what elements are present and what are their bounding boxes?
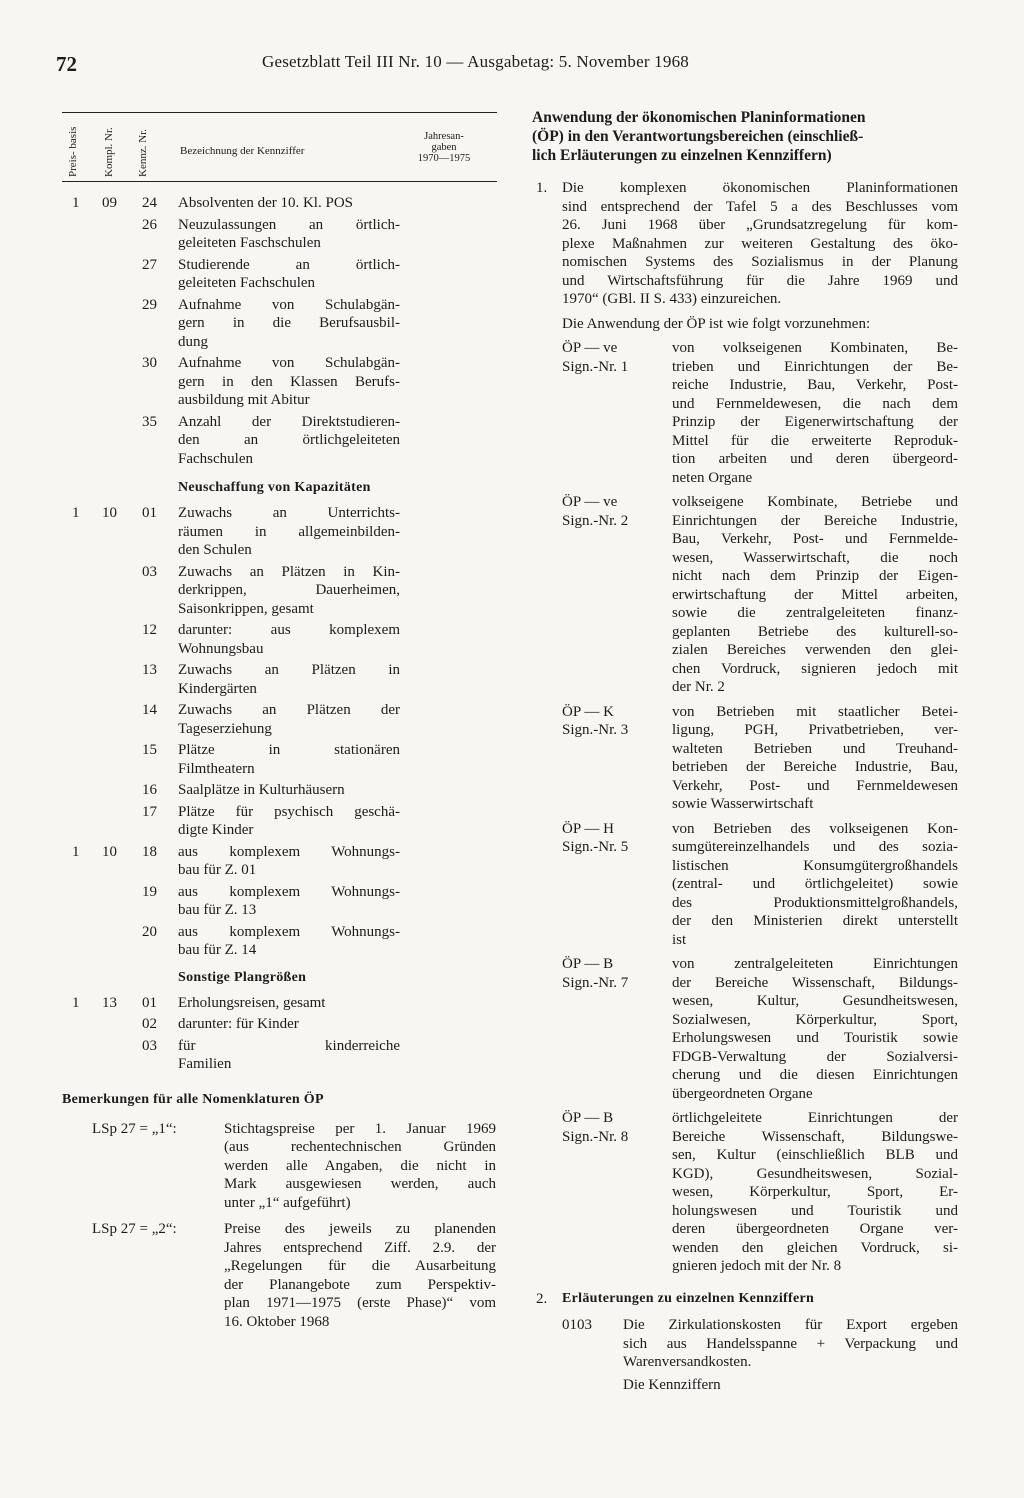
bemerkung-line: unter „1“ aufgeführt) (224, 1194, 351, 1211)
definition-line: nicht nach dem Prinzip der Eigen- (672, 568, 958, 584)
table-row (62, 781, 497, 800)
definition-label (562, 955, 670, 992)
bezeichnung-line: gern in den Klassen Berufs- (178, 373, 400, 390)
running-title: Gesetzblatt Teil III Nr. 10 — Ausgabetag: 5. November 1968 (262, 52, 689, 71)
cell-bezeichnung (178, 994, 400, 1013)
definition-list (532, 339, 958, 1276)
cell-kennz: 35 (142, 413, 157, 430)
cell-kompl: 10 (102, 505, 117, 521)
cell-kennz: 12 (142, 622, 157, 638)
definition-line: sen, Kultur (einschließlich BLB und (672, 1147, 958, 1163)
cell-bezeichnung (178, 883, 400, 920)
item-2-number: 2. (536, 1290, 548, 1307)
definition-label-line: ÖP — B (562, 1110, 614, 1126)
right-column (532, 108, 958, 1394)
bezeichnung-line: Erholungsreisen, gesamt (178, 994, 326, 1011)
cell-kennz: 03 (142, 1037, 157, 1054)
bezeichnung-line: Neuzulassungen an örtlich- (178, 216, 400, 233)
definition-line: ist (672, 931, 687, 948)
cell-kompl: 09 (102, 195, 117, 211)
cell-bezeichnung (178, 661, 400, 698)
definition-line: reiche Industrie, Bau, Verkehr, Post- (672, 377, 958, 393)
cell-kennz: 19 (142, 883, 157, 900)
kennziffer-text (623, 1316, 958, 1372)
definition-label-line: ÖP — K (562, 703, 614, 720)
cell-bezeichnung (178, 354, 400, 410)
application-intro: Die Anwendung der ÖP ist wie folgt vorzunehmen: (562, 315, 871, 332)
bezeichnung-line: Familien (178, 1056, 232, 1072)
definition-line: von Betrieben des volkseigenen Kon- (672, 820, 958, 837)
definition-line: von Betrieben mit staatlicher Betei- (672, 703, 958, 720)
cell-bezeichnung (178, 621, 400, 658)
table-row (62, 354, 497, 410)
definition-line: Prinzip der Eigenerwirtschaftung der (672, 414, 958, 430)
definition-label-line: Sign.-Nr. 1 (562, 358, 629, 375)
bezeichnung-line: Tageserziehung (178, 720, 272, 737)
bezeichnung-line: Absolventen der 10. Kl. POS (178, 195, 353, 211)
bemerkung-label: LSp 27 = „1“: (92, 1120, 177, 1137)
bemerkung-item (62, 1120, 497, 1213)
table-row (62, 256, 497, 293)
bezeichnung-line: den Schulen (178, 542, 252, 558)
bezeichnung-line: dung (178, 333, 208, 350)
definition-label-line: ÖP — ve (562, 340, 618, 356)
section-title-sonstige: Sonstige Plangrößen (178, 969, 307, 985)
bezeichnung-line: räumen in allgemeinbilden- (178, 523, 400, 540)
bezeichnung-line: Filmtheatern (178, 760, 255, 777)
bezeichnung-line: Aufnahme von Schulabgän- (178, 355, 400, 371)
cell-kennz: 14 (142, 702, 157, 718)
bezeichnung-line: für kinderreiche (178, 1037, 400, 1054)
definition-line: KGD), Gesundheitswesen, Sozial- (672, 1165, 958, 1182)
definition-line: trieben und Einrichtungen der Be- (672, 358, 958, 375)
cell-preisbasis: 1 (72, 195, 80, 211)
bezeichnung-line: aus komplexem Wohnungs- (178, 923, 400, 940)
definition-item (532, 820, 958, 950)
kennziffer-line: Warenversandkosten. (623, 1354, 752, 1370)
definition-line: deren übergeordneten Organe ver- (672, 1221, 958, 1237)
col-head-preisbasis: Preis- basis (67, 126, 79, 177)
bezeichnung-line: Fachschulen (178, 450, 253, 467)
definition-line: Bau, Verkehr, Post- und Fernmelde- (672, 531, 958, 547)
definition-line: wesen, Kultur, Gesundheitswesen, (672, 993, 958, 1009)
definition-line: cherung und die diesen Einrichtungen (672, 1067, 958, 1083)
bezeichnung-line: den an örtlichgeleiteten (178, 432, 400, 448)
definition-item (532, 339, 958, 487)
kennziffer-line: Die Zirkulationskosten für Export ergeben (623, 1317, 958, 1333)
table-row (62, 803, 497, 840)
cell-bezeichnung (178, 1015, 400, 1034)
bezeichnung-line: geleiteten Fachschulen (178, 275, 316, 291)
cell-kennz: 15 (142, 742, 157, 758)
definition-line: neten Organe (672, 469, 753, 486)
bezeichnung-line: Saalplätze in Kulturhäusern (178, 782, 345, 798)
cell-bezeichnung (178, 1037, 400, 1074)
bezeichnung-line: gern in die Berufsausbil- (178, 315, 400, 331)
definition-line: Bereiche Wissenschaft, Bildungswe- (672, 1128, 958, 1145)
cell-bezeichnung (178, 781, 400, 800)
definition-line: von zentralgeleiteten Einrichtungen (672, 956, 958, 972)
cell-kennz: 24 (142, 195, 157, 211)
definition-item (532, 703, 958, 814)
item-1-line: nomischen Systems des Sozialismus in der Planung (562, 254, 958, 270)
bezeichnung-line: Zuwachs an Plätzen der (178, 702, 400, 718)
definition-line: Erholungswesen und Touristik sowie (672, 1030, 958, 1046)
bezeichnung-line: Kindergärten (178, 680, 257, 697)
definition-item (532, 955, 958, 1103)
cell-kompl: 10 (102, 843, 117, 860)
cell-kennz: 29 (142, 296, 157, 313)
definition-line: örtlichgeleitete Einrichtungen der (672, 1110, 958, 1126)
definition-line: (zentral- und örtlichgeleitet) sowie (672, 876, 958, 892)
bezeichnung-line: aus komplexem Wohnungs- (178, 843, 400, 860)
definition-line: betrieben der Bereiche Industrie, Bau, (672, 759, 958, 775)
definition-line: sowie die zentralgeleiteten finanz- (672, 605, 958, 621)
bezeichnung-line: ausbildung mit Abitur (178, 392, 310, 408)
definition-line: übergeordneten Organe (672, 1085, 813, 1102)
definition-line: wesen, Wasserwirtschaft, die noch (672, 549, 958, 566)
col-head-kennz: Kennz. Nr. (137, 129, 149, 177)
definition-line: der Bereiche Wissenschaft, Bildungs- (672, 974, 958, 991)
col-head-jahresangaben: Jahresan- gaben 1970—1975 (417, 131, 471, 164)
table-row (62, 843, 497, 880)
section-title-neuschaffung: Neuschaffung von Kapazitäten (178, 480, 371, 495)
definition-line: walteten Betrieben und Treuhand- (672, 740, 958, 757)
cell-kennz: 27 (142, 256, 157, 273)
definition-line: gnieren jedoch mit der Nr. 8 (672, 1258, 842, 1274)
cell-bezeichnung (178, 701, 400, 738)
cell-kennz: 16 (142, 782, 157, 798)
left-column (62, 112, 497, 1339)
definition-text (672, 339, 958, 487)
definition-line: listischen Konsumgütergroßhandels (672, 857, 958, 874)
table-header (62, 113, 497, 182)
item-2 (532, 1290, 958, 1309)
table-row (62, 1037, 497, 1074)
bezeichnung-line: digte Kinder (178, 822, 254, 838)
definition-label-line: Sign.-Nr. 3 (562, 722, 629, 738)
bezeichnung-line: Zuwachs an Plätzen in Kin- (178, 563, 400, 580)
table-row (62, 413, 497, 469)
definition-line: tion arbeiten und deren übergeord- (672, 451, 958, 467)
item-1-line: Die komplexen ökonomischen Planinformationen (562, 180, 958, 196)
item-1-line: 26. Juni 1968 über „Grundsatzregelung für kom- (562, 217, 958, 233)
column-divider (512, 108, 513, 1348)
definition-line: geplanten Betriebe des kulturell-so- (672, 623, 958, 640)
cell-kennz: 26 (142, 216, 157, 233)
definition-text (672, 955, 958, 1103)
cell-preisbasis: 1 (72, 994, 80, 1011)
cell-kennz: 20 (142, 923, 157, 940)
cell-bezeichnung (178, 194, 400, 213)
definition-line: Verkehr, Post- und Fernmeldewesen (672, 777, 958, 794)
cell-bezeichnung (178, 413, 400, 469)
bemerkung-line: Mark ausgewiesen werden, auch (224, 1176, 496, 1192)
definition-label (562, 339, 670, 376)
bezeichnung-line: Studierende an örtlich- (178, 256, 400, 273)
definition-line: volkseigene Kombinate, Betriebe und (672, 494, 958, 510)
cell-bezeichnung (178, 216, 400, 253)
kennziffer-code: 0103 (562, 1317, 592, 1333)
kennziffer-tail: Die Kennziffern (623, 1376, 721, 1393)
bezeichnung-line: Zuwachs an Plätzen in (178, 662, 400, 678)
definition-text (672, 703, 958, 814)
definition-line: holungswesen und Touristik und (672, 1202, 958, 1219)
cell-kennz: 17 (142, 803, 157, 820)
cell-bezeichnung (178, 741, 400, 778)
item-1-line: sind entsprechend der Tafel 5 a des Beschlusses vom (562, 198, 958, 215)
definition-line: FDGB-Verwaltung der Sozialversi- (672, 1048, 958, 1065)
bemerkung-line: Preise des jeweils zu planenden (224, 1221, 496, 1237)
bemerkung-label: LSp 27 = „2“: (92, 1221, 177, 1237)
table-section-b (62, 504, 497, 960)
table-row (62, 923, 497, 960)
definition-label (562, 1109, 670, 1146)
table-row (62, 296, 497, 352)
cell-preisbasis: 1 (72, 843, 80, 860)
definition-line: Einrichtungen der Bereiche Industrie, (672, 512, 958, 529)
heading-line: lich Erläuterungen zu einzelnen Kennziffern) (532, 147, 832, 164)
bezeichnung-line: darunter: aus komplexem (178, 622, 400, 638)
page-number: 72 (56, 52, 77, 76)
definition-label-line: ÖP — H (562, 820, 614, 837)
bemerkung-text (224, 1120, 496, 1213)
definition-line: sowie Wasserwirtschaft (672, 796, 814, 812)
definition-label (562, 703, 670, 740)
bemerkung-line: (aus rechentechnischen Gründen (224, 1139, 496, 1155)
definition-line: der den Ministerien direkt unterstellt (672, 913, 958, 929)
table-row (62, 563, 497, 619)
bemerkung-line: 16. Oktober 1968 (224, 1313, 330, 1330)
cell-kennz: 18 (142, 843, 157, 860)
definition-line: ligung, PGH, Privatbetrieben, ver- (672, 722, 958, 738)
bezeichnung-line: bau für Z. 01 (178, 862, 257, 878)
cell-bezeichnung (178, 923, 400, 960)
definition-label-line: Sign.-Nr. 8 (562, 1128, 629, 1145)
bezeichnung-line: Saisonkrippen, gesamt (178, 600, 314, 617)
definition-text (672, 1109, 958, 1276)
cell-bezeichnung (178, 296, 400, 352)
cell-bezeichnung (178, 563, 400, 619)
bemerkungen-heading: Bemerkungen für alle Nomenklaturen ÖP (62, 1091, 324, 1107)
col-head-kompl: Kompl. Nr. (103, 127, 115, 177)
table-row (62, 621, 497, 658)
cell-kennz: 01 (142, 505, 157, 521)
definition-line: der Nr. 2 (672, 679, 725, 695)
definition-line: Sozialwesen, Körperkultur, Sport, (672, 1011, 958, 1028)
table-row (62, 504, 497, 560)
table-section-c (62, 994, 497, 1074)
cell-kompl: 13 (102, 994, 117, 1011)
definition-text (672, 493, 958, 697)
definition-item (532, 493, 958, 697)
bemerkung-line: plan 1971—1975 (erste Phase)“ vom (224, 1295, 496, 1311)
bezeichnung-line: Plätze für psychisch geschä- (178, 803, 400, 820)
definition-label (562, 493, 670, 530)
item-1 (532, 179, 958, 309)
definition-line: wenden den gleichen Vordruck, si- (672, 1239, 958, 1256)
definition-label-line: ÖP — ve (562, 494, 618, 510)
cell-kennz: 30 (142, 355, 157, 371)
definition-line: erwirtschaftung der Mittel arbeiten, (672, 586, 958, 603)
bemerkung-line: „Regelungen für die Ausarbeitung (224, 1258, 496, 1274)
cell-preisbasis: 1 (72, 505, 80, 521)
definition-line: und Fernmeldewesen, die nach dem (672, 395, 958, 412)
cell-bezeichnung (178, 843, 400, 880)
bezeichnung-line: Wohnungsbau (178, 640, 264, 657)
definition-label-line: Sign.-Nr. 5 (562, 839, 629, 855)
definition-line: zialen Bereiches verwenden den glei- (672, 642, 958, 658)
cell-bezeichnung (178, 504, 400, 560)
definition-line: des Produktionsmittelgroßhandels, (672, 894, 958, 911)
definition-label (562, 820, 670, 857)
table-row (62, 661, 497, 698)
bemerkung-line: Jahres entsprechend Ziff. 2.9. der (224, 1239, 496, 1256)
right-heading (532, 108, 958, 165)
table-row (62, 194, 497, 213)
definition-item (532, 1109, 958, 1276)
definition-label-line: ÖP — B (562, 956, 614, 972)
bezeichnung-line: bau für Z. 14 (178, 942, 257, 958)
item-1-text (562, 179, 958, 309)
bemerkung-text (224, 1220, 496, 1331)
bezeichnung-line: derkrippen, Dauerheimen, (178, 582, 400, 598)
bezeichnung-line: aus komplexem Wohnungs- (178, 883, 400, 900)
item-2-heading: Erläuterungen zu einzelnen Kennziffern (562, 1290, 815, 1306)
bezeichnung-line: bau für Z. 13 (178, 902, 257, 918)
table-row (62, 216, 497, 253)
bezeichnung-line: Aufnahme von Schulabgän- (178, 296, 400, 313)
table-row (62, 1015, 497, 1034)
definition-line: chen Vordruck, signieren jedoch mit (672, 660, 958, 677)
cell-bezeichnung (178, 803, 400, 840)
table-row (62, 741, 497, 778)
item-1-line: plexe Maßnahmen zur weiteren Gestaltung des öko- (562, 235, 958, 252)
bezeichnung-line: geleiteten Faschschulen (178, 235, 321, 251)
table-row (62, 994, 497, 1013)
definition-text (672, 820, 958, 950)
cell-kennz: 01 (142, 994, 157, 1011)
item-1-line: und Wirtschaftsführung für die Jahre 1969 und (562, 272, 958, 289)
cell-kennz: 02 (142, 1016, 157, 1032)
bemerkung-line: werden alle Angaben, die nicht in (224, 1157, 496, 1174)
bemerkungen-list (62, 1120, 497, 1332)
bezeichnung-line: Anzahl der Direktstudieren- (178, 413, 400, 430)
item-1-line: 1970“ (GBl. II S. 433) einzureichen. (562, 291, 782, 307)
cell-bezeichnung (178, 256, 400, 293)
definition-line: Mittel für die erweiterte Reproduk- (672, 432, 958, 449)
definition-label-line: Sign.-Nr. 2 (562, 512, 629, 529)
table-row (62, 883, 497, 920)
heading-line: (ÖP) in den Verantwortungsbereichen (einschließ- (532, 128, 864, 145)
bemerkung-item (62, 1220, 497, 1331)
bezeichnung-line: Zuwachs an Unterrichts- (178, 505, 400, 521)
cell-kennz: 03 (142, 563, 157, 580)
kennziffer-line: sich aus Handelsspanne + Verpackung und (623, 1335, 958, 1352)
col-head-bezeichnung: Bezeichnung der Kennziffer (180, 145, 305, 157)
heading-line: Anwendung der ökonomischen Planinformationen (532, 109, 866, 126)
bemerkung-line: Stichtagspreise per 1. Januar 1969 (224, 1120, 496, 1137)
bezeichnung-line: Plätze in stationären (178, 742, 400, 758)
bezeichnung-line: darunter: für Kinder (178, 1016, 299, 1032)
kennziffer-0103 (532, 1316, 958, 1394)
definition-line: von volkseigenen Kombinaten, Be- (672, 340, 958, 356)
cell-kennz: 13 (142, 662, 157, 678)
bemerkung-line: der Planangebote zum Perspektiv- (224, 1276, 496, 1293)
item-1-number: 1. (536, 180, 548, 196)
definition-line: sumgütereinzelhandels und des sozia- (672, 839, 958, 855)
table-section-a (62, 194, 497, 468)
definition-label-line: Sign.-Nr. 7 (562, 974, 629, 991)
table-row (62, 701, 497, 738)
definition-line: wesen, Körperkultur, Sport, Er- (672, 1184, 958, 1200)
